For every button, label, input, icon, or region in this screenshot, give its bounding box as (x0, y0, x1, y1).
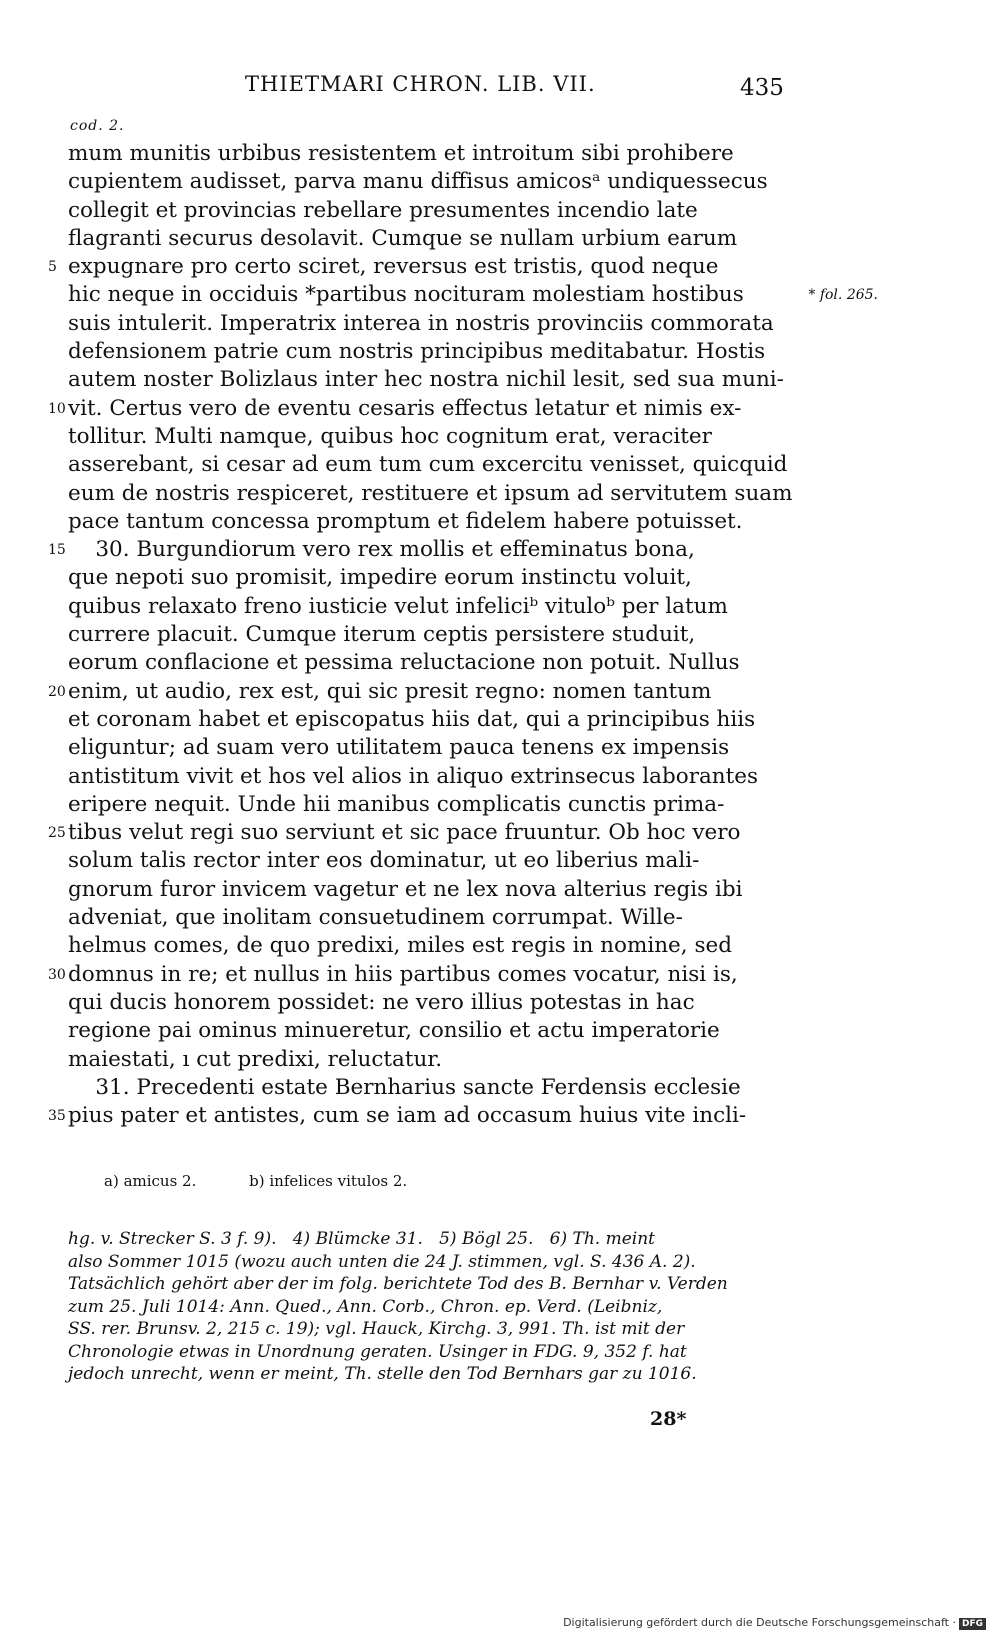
text-line (68, 1017, 788, 1045)
commentary-line: also Sommer 1015 (wozu auch unten die 24 J. stimmen, vgl. S. 436 A. 2). (68, 1251, 696, 1272)
dfg-logo: DFG (959, 1618, 986, 1630)
line-number: 25 (48, 825, 66, 842)
text-line (68, 763, 788, 791)
line-text: eripere nequit. Unde hii manibus complicatis cunctis prima- (68, 791, 725, 817)
text-line (68, 480, 793, 508)
line-text: pius pater et antistes, cum se iam ad occasum huius vite incli- (68, 1103, 747, 1129)
line-number: 15 (48, 542, 66, 559)
commentary-line: Tatsächlich gehört aber der im folg. berichtete Tod des B. Bernhar v. Verden (68, 1274, 728, 1294)
line-text: domnus in re; et nullus in hiis partibus comes vocatur, nisi is, (68, 961, 738, 987)
apparatus-notes (104, 1172, 455, 1190)
page-header (0, 72, 1000, 106)
line-number: 30 (48, 966, 66, 983)
line-text: pace tantum concessa promptum et fidelem habere potuisset. (68, 508, 743, 534)
text-line (68, 989, 788, 1017)
line-text: tibus velut regi suo serviunt et sic pace fruuntur. Ob hoc vero (68, 820, 741, 846)
line-number: 5 (48, 259, 57, 276)
line-text: mum munitis urbibus resistentem et introitum sibi prohibere (68, 141, 734, 166)
text-line (68, 904, 788, 932)
main-text (48, 140, 878, 1130)
line-text: solum talis rector inter eos dominatur, ut eo liberius mali- (68, 848, 700, 874)
text-line (48, 395, 788, 423)
line-text: suis intulerit. Imperatrix interea in nostris provinciis commorata (68, 310, 774, 336)
text-line (48, 253, 788, 281)
text-line (68, 593, 788, 621)
text-line (68, 706, 788, 734)
running-head: THIETMARI CHRON. LIB. VII. (245, 72, 596, 96)
text-line (68, 338, 788, 366)
text-line (68, 281, 878, 309)
line-text: autem noster Bolizlaus inter hec nostra nichil lesit, sed sua muni- (68, 367, 784, 393)
line-text: 30. Burgundiorum vero rex mollis et effeminatus bona, (68, 537, 695, 563)
line-text: vit. Certus vero de eventu cesaris effectus letatur et nimis ex- (68, 395, 742, 421)
line-text: currere placuit. Cumque iterum ceptis persistere studuit, (68, 622, 696, 648)
text-line (48, 536, 788, 564)
credit-text: Digitalisierung gefördert durch die Deutsche Forschungsgemeinschaft · (563, 1616, 956, 1629)
text-line (68, 876, 788, 904)
text-line (68, 197, 788, 225)
line-text: maiestati, ı cut predixi, reluctatur. (68, 1046, 443, 1072)
text-line (68, 621, 788, 649)
commentary-line: zum 25. Juli 1014: Ann. Qued., Ann. Corb., Chron. ep. Verd. (Leibniz, (68, 1296, 663, 1317)
text-line (48, 1102, 788, 1130)
line-number: 20 (48, 683, 66, 700)
line-text: tollitur. Multi namque, quibus hoc cognitum erat, veraciter (68, 423, 712, 449)
line-text: flagranti securus desolavit. Cumque se nullam urbium earum (68, 225, 738, 251)
commentary-line: jedoch unrecht, wenn er meint, Th. stelle den Tod Bernhars gar zu 1016. (68, 1364, 697, 1384)
commentary-notes (68, 1228, 788, 1386)
page-number: 435 (740, 75, 784, 101)
line-text: antistitum vivit et hos vel alios in aliquo extrinsecus laborantes (68, 763, 759, 789)
line-text: regione pai ominus minueretur, consilio et actu imperatorie (68, 1018, 720, 1044)
digitization-credit (563, 1616, 986, 1630)
text-line (48, 819, 788, 847)
line-text: qui ducis honorem possidet: ne vero illius potestas in hac (68, 989, 695, 1015)
printer-signature: 28* (650, 1408, 687, 1430)
text-line (68, 451, 788, 479)
line-text: gnorum furor invicem vagetur et ne lex nova alterius regis ibi (68, 876, 743, 902)
text-line (68, 168, 788, 196)
text-line (68, 847, 788, 875)
line-text: adveniat, que inolitam consuetudinem corrumpat. Wille- (68, 905, 683, 931)
line-text: eliguntur; ad suam vero utilitatem pauca tenens ex impensis (68, 735, 730, 761)
text-line (68, 1074, 788, 1102)
text-line (48, 961, 788, 989)
text-line (68, 1046, 788, 1074)
line-text: 31. Precedenti estate Bernharius sancte Ferdensis ecclesie (68, 1074, 741, 1100)
line-text: asserebant, si cesar ad eum tum cum excercitu venisset, quicquid (68, 452, 788, 478)
line-text: defensionem patrie cum nostris principibus meditabatur. Hostis (68, 339, 766, 365)
line-text: enim, ut audio, rex est, qui sic presit regno: nomen tantum (68, 678, 712, 704)
text-line (68, 225, 788, 253)
commentary-line: SS. rer. Brunsv. 2, 215 c. 19); vgl. Hauck, Kirchg. 3, 991. Th. ist mit der (68, 1319, 685, 1339)
line-text: et coronam habet et episcopatus hiis dat, qui a principibus hiis (68, 706, 756, 732)
line-text: eum de nostris respiceret, restituere et ipsum ad servitutem suam (68, 480, 793, 506)
text-line (68, 140, 788, 168)
apparatus-note: a) amicus 2. (104, 1172, 197, 1190)
line-text: eorum conflacione et pessima reluctacione non potuit. Nullus (68, 650, 740, 676)
line-text: helmus comes, de quo predixi, miles est regis in nomine, sed (68, 933, 732, 959)
text-line (68, 932, 788, 960)
text-line (68, 564, 788, 592)
apparatus-note: b) infelices vitulos 2. (249, 1172, 408, 1190)
text-line (68, 734, 788, 762)
line-text: expugnare pro certo sciret, reversus est tristis, quod neque (68, 254, 719, 280)
text-line (68, 310, 788, 338)
line-text: hic neque in occiduis *partibus nocituram molestiam hostibus (68, 282, 744, 308)
text-line (48, 678, 788, 706)
line-text: que nepoti suo promisit, impedire eorum instinctu voluit, (68, 565, 692, 591)
line-text: collegit et provincias rebellare presumentes incendio late (68, 197, 698, 223)
line-text: cupientem audisset, parva manu diffisus amicosᵃ undiquessecus (68, 169, 768, 195)
codex-note: cod. 2. (70, 118, 125, 134)
folio-marginal-note: * fol. 265. (808, 287, 878, 304)
text-line (68, 423, 788, 451)
line-number: 35 (48, 1108, 66, 1125)
line-number: 10 (48, 400, 66, 417)
text-line (68, 649, 788, 677)
text-line (68, 366, 788, 394)
line-text: quibus relaxato freno iusticie velut infeliciᵇ vituloᵇ per latum (68, 593, 728, 619)
text-line (68, 791, 788, 819)
commentary-line: hg. v. Strecker S. 3 f. 9). 4) Blümcke 31. 5) Bögl 25. 6) Th. meint (68, 1229, 656, 1249)
text-line (68, 508, 788, 536)
commentary-line: Chronologie etwas in Unordnung geraten. Usinger in FDG. 9, 352 f. hat (68, 1341, 687, 1362)
